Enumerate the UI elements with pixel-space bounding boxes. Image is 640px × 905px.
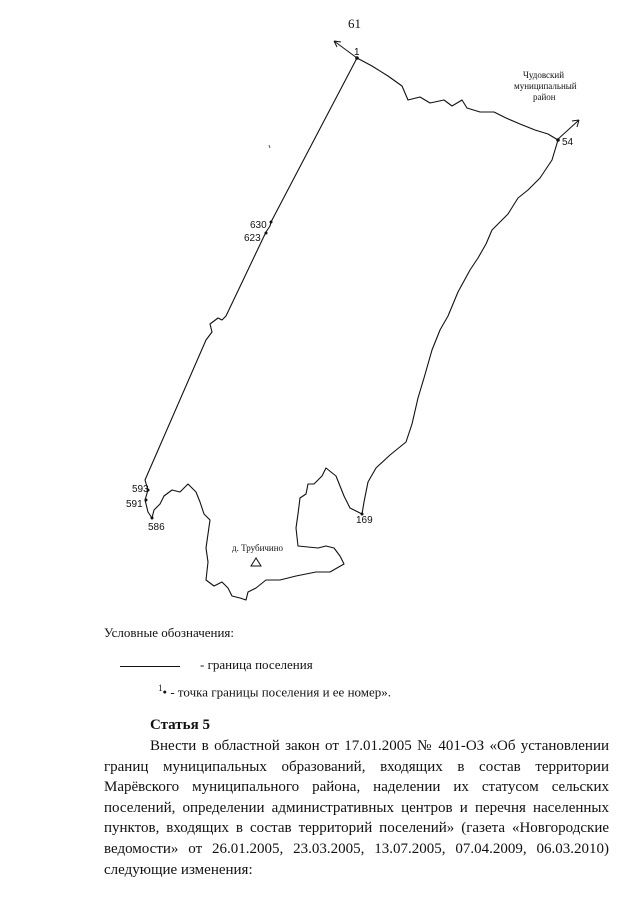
boundary-point-591	[145, 499, 148, 502]
point-label-623: 623	[244, 233, 261, 244]
article-body	[104, 736, 609, 880]
page-number: 61	[348, 16, 361, 31]
point-label-1: 1	[354, 47, 360, 58]
legend-point-dot-icon: •	[162, 684, 168, 700]
neighbor-district-label-line-2: муниципальный	[514, 81, 577, 91]
boundary-point-586	[151, 517, 154, 520]
boundary-point-623	[265, 232, 268, 235]
article-paragraph: Внести в областной закон от 17.01.2005 № 401-ОЗ «Об установлении границ муниципальных образований, входящих в состав территории Марёвского муниципального района, наделении их статусом сельских поселений, определении административных центров и перечня населенных пунктов, входящих в состав территорий поселений» (газета «Новгородские ведомости» от 26.01.2005, 23.03.2005, 13.07.2005, 07.04.2009, 06.03.2010) следующие изменения:	[104, 738, 609, 878]
village-label: д. Трубичино	[232, 543, 284, 553]
point-label-54: 54	[562, 137, 574, 148]
point-label-593: 593	[132, 484, 149, 495]
neighbor-district-label-line-1: Чудовский	[523, 70, 565, 80]
settlement-boundary	[145, 58, 558, 600]
point-label-630: 630	[250, 220, 267, 231]
article-title: Статья 5	[150, 717, 210, 733]
legend-title: Условные обозначения:	[104, 625, 235, 640]
boundary-point-630	[270, 221, 273, 224]
legend-point-row	[158, 683, 391, 700]
boundary-point-54	[556, 138, 560, 142]
boundary-line-symbol	[120, 666, 180, 667]
point-label-169: 169	[356, 515, 373, 526]
neighbor-district-label-line-3: район	[533, 92, 556, 102]
legend-point-text: - точка границы поселения и ее номер».	[170, 684, 392, 700]
point-label-591: 591	[126, 499, 143, 510]
legend-point-number: 1	[158, 683, 163, 693]
legend-boundary-row	[120, 657, 313, 673]
village-triangle-icon	[251, 558, 261, 566]
legend-boundary-text: - граница поселения	[200, 657, 313, 672]
point-label-586: 586	[148, 522, 165, 533]
